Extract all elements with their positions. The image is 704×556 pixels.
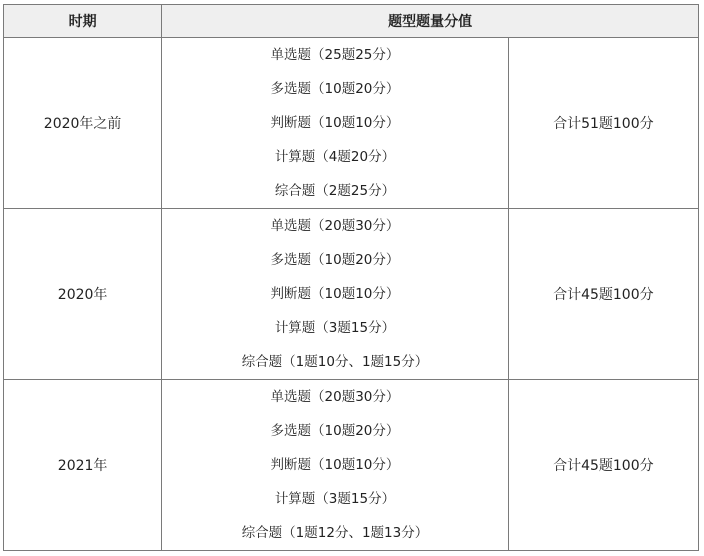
question-type-line: 判断题（10题10分） bbox=[270, 115, 400, 131]
question-type-line: 计算题（3题15分） bbox=[274, 491, 396, 507]
question-type-line: 计算题（4题20分） bbox=[274, 149, 396, 165]
question-type-line: 综合题（1题10分、1题15分） bbox=[241, 354, 429, 370]
table-row bbox=[4, 380, 699, 551]
question-type-line: 计算题（3题15分） bbox=[274, 320, 396, 336]
header-period: 时期 bbox=[4, 5, 162, 38]
question-type-line: 判断题（10题10分） bbox=[270, 286, 400, 302]
question-types-cell bbox=[162, 209, 508, 380]
header-row bbox=[4, 5, 699, 38]
header-question-types: 题型题量分值 bbox=[162, 5, 699, 38]
total-cell: 合计45题100分 bbox=[508, 380, 698, 551]
question-type-line: 多选题（10题20分） bbox=[270, 423, 400, 439]
question-type-line: 多选题（10题20分） bbox=[270, 252, 400, 268]
question-type-line: 判断题（10题10分） bbox=[270, 457, 400, 473]
question-type-line: 单选题（25题25分） bbox=[270, 47, 400, 63]
question-type-line: 单选题（20题30分） bbox=[270, 389, 400, 405]
question-types-cell bbox=[162, 380, 508, 551]
table-row bbox=[4, 38, 699, 209]
question-type-line: 综合题（1题12分、1题13分） bbox=[241, 525, 429, 541]
question-type-line: 综合题（2题25分） bbox=[274, 183, 396, 199]
table-header bbox=[4, 5, 699, 38]
table-body bbox=[4, 38, 699, 551]
period-cell: 2021年 bbox=[4, 380, 162, 551]
period-cell: 2020年之前 bbox=[4, 38, 162, 209]
exam-structure-table bbox=[3, 4, 699, 551]
question-types-cell bbox=[162, 38, 508, 209]
table-row bbox=[4, 209, 699, 380]
period-cell: 2020年 bbox=[4, 209, 162, 380]
total-cell: 合计51题100分 bbox=[508, 38, 698, 209]
question-type-line: 单选题（20题30分） bbox=[270, 218, 400, 234]
question-type-line: 多选题（10题20分） bbox=[270, 81, 400, 97]
total-cell: 合计45题100分 bbox=[508, 209, 698, 380]
